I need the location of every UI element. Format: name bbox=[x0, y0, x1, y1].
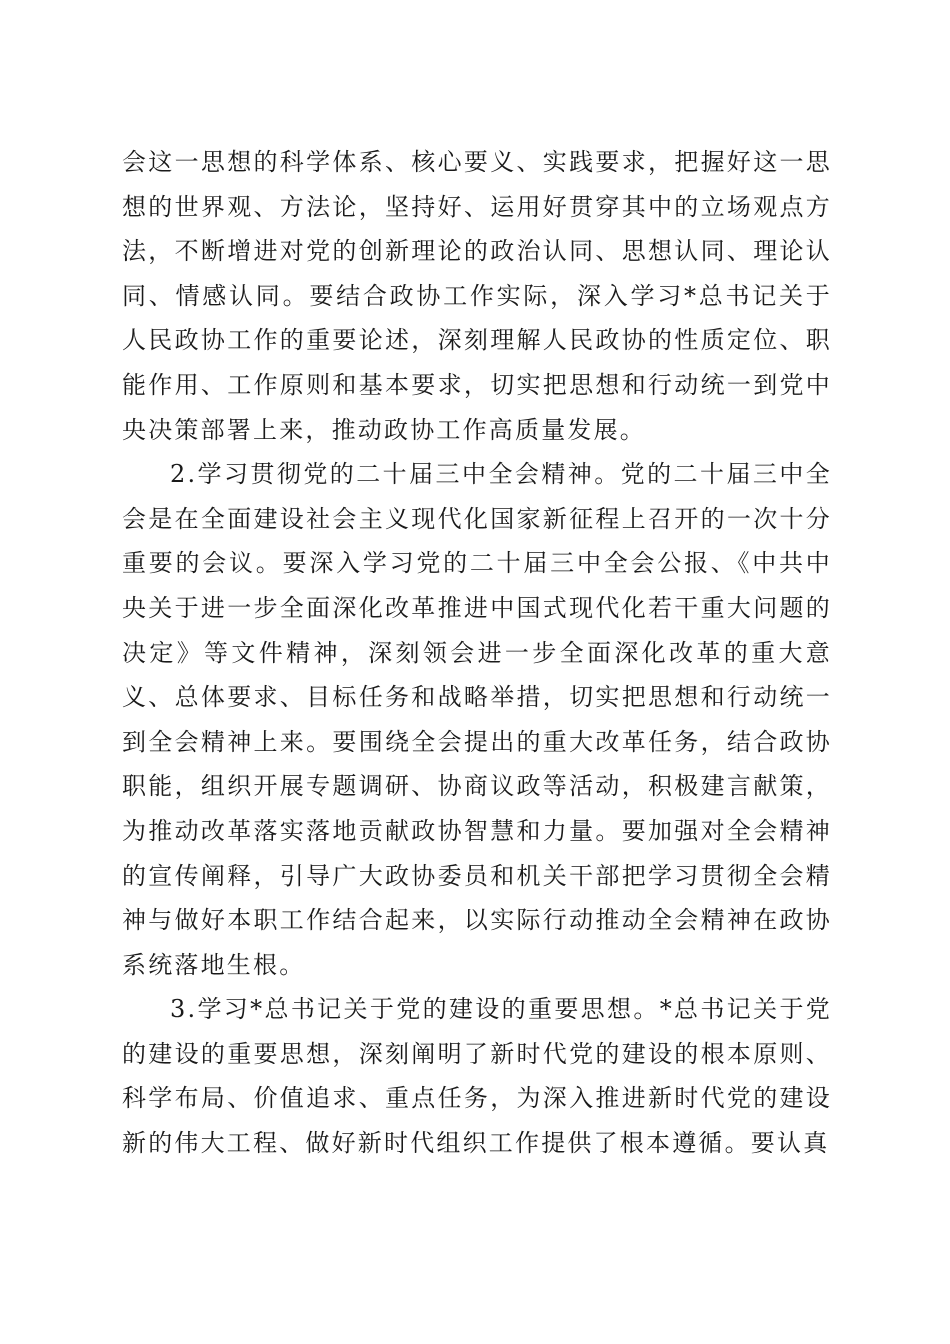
paragraph-continuation: 会这一思想的科学体系、核心要义、实践要求，把握好这一思想的世界观、方法论，坚持好、运用好贯穿其中的立场观点方法，不断增进对党的创新理论的政治认同、思想认同、理论认同、情感认同。要结合政协工作实际，深入学习*总书记关于人民政协工作的重要论述，深刻理解人民政协的性质定位、职能作用、工作原则和基本要求，切实把思想和行动统一到党中央决策部署上来，推动政协工作高质量发展。 bbox=[122, 148, 832, 444]
document-body bbox=[122, 140, 832, 1166]
paragraph-section-3: 3.学习*总书记关于党的建设的重要思想。*总书记关于党的建设的重要思想，深刻阐明了新时代党的建设的根本原则、科学布局、价值追求、重点任务，为深入推进新时代党的建设新的伟大工程、做好新时代组织工作提供了根本遵循。要认真 bbox=[122, 995, 832, 1158]
paragraph-section-2: 2.学习贯彻党的二十届三中全会精神。党的二十届三中全会是在全面建设社会主义现代化国家新征程上召开的一次十分重要的会议。要深入学习党的二十届三中全会公报、《中共中央关于进一步全面深化改革推进中国式现代化若干重大问题的决定》等文件精神，深刻领会进一步全面深化改革的重大意义、总体要求、目标任务和战略举措，切实把思想和行动统一到全会精神上来。要围绕全会提出的重大改革任务，结合政协职能，组织开展专题调研、协商议政等活动，积极建言献策，为推动改革落实落地贡献政协智慧和力量。要加强对全会精神的宣传阐释，引导广大政协委员和机关干部把学习贯彻全会精神与做好本职工作结合起来，以实际行动推动全会精神在政协系统落地生根。 bbox=[122, 460, 832, 979]
